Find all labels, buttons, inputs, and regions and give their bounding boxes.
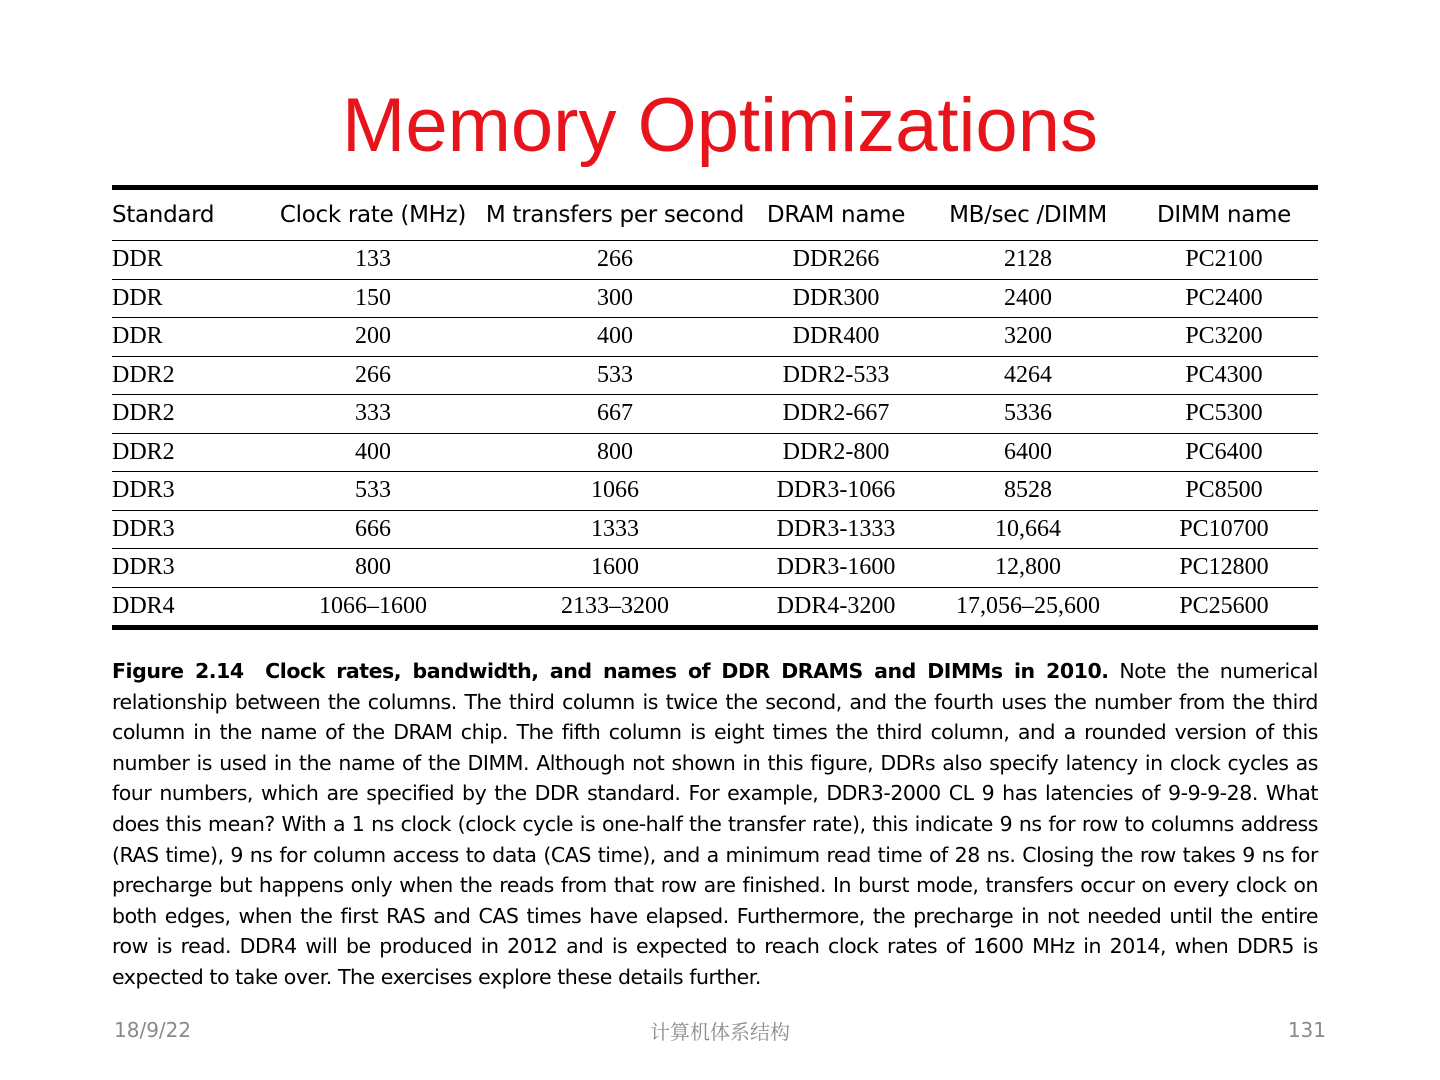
table-cell: 133 [262, 241, 484, 280]
table-cell: 12,800 [926, 549, 1130, 588]
header-standard: Standard [112, 190, 262, 241]
table-row [112, 587, 1318, 625]
table-cell: DDR300 [746, 279, 926, 318]
table-cell: PC2400 [1130, 279, 1318, 318]
header-dram-name: DRAM name [746, 190, 926, 241]
table-cell: 10,664 [926, 510, 1130, 549]
table-cell: PC5300 [1130, 395, 1318, 434]
table-cell: DDR3 [112, 510, 262, 549]
table-cell: DDR2-667 [746, 395, 926, 434]
table-cell: 533 [484, 356, 746, 395]
figure-caption [112, 656, 1318, 993]
table-cell: DDR [112, 279, 262, 318]
table-row [112, 279, 1318, 318]
table-cell: DDR3 [112, 472, 262, 511]
table-cell: 300 [484, 279, 746, 318]
table-cell: 266 [262, 356, 484, 395]
figure-body: Note the numerical relationship between the columns. The third column is twice the second, and the fourth uses the number from the third column in the name of the DRAM chip. The fifth column is eight times the third column, and a rounded version of this number is used in the name of the DIMM. Although not shown in this figure, DDRs also specify latency in clock cycles as four numbers, which are specified by the DDR standard. For example, DDR3-2000 CL 9 has latencies of 9-9-9-28. What does this mean? With a 1 ns clock (clock cycle is one-half the transfer rate), this indicate 9 ns for row to columns address (RAS time), 9 ns for column access to data (CAS time), and a minimum read time of 28 ns. Closing the row takes 9 ns for precharge but happens only when the reads from that row are finished. In burst mode, transfers occur on every clock on both edges, when the first RAS and CAS times have elapsed. Furthermore, the precharge in not needed until the entire row is read. DDR4 will be produced in 2012 and is expected to reach clock rates of 1600 MHz in 2014, when DDR5 is expected to take over. The exercises explore these details further. [112, 659, 1318, 989]
table-cell: DDR400 [746, 318, 926, 357]
slide-title: Memory Optimizations [342, 83, 1098, 168]
figure-label: Figure 2.14 [112, 659, 244, 683]
footer-course: 计算机体系结构 [650, 1020, 790, 1044]
table-cell: 200 [262, 318, 484, 357]
table-cell: 800 [484, 433, 746, 472]
table-cell: PC4300 [1130, 356, 1318, 395]
header-dimm-name: DIMM name [1130, 190, 1318, 241]
table-cell: PC2100 [1130, 241, 1318, 280]
table-cell: 2133–3200 [561, 592, 669, 619]
table-cell: 667 [484, 395, 746, 434]
table-row [112, 395, 1318, 434]
table-cell: DDR2 [112, 356, 262, 395]
table-cell: DDR4-3200 [776, 592, 896, 619]
table-cell: DDR [112, 241, 262, 280]
table-cell: 2400 [926, 279, 1130, 318]
table-cell: DDR2-533 [746, 356, 926, 395]
table-cell: PC8500 [1130, 472, 1318, 511]
table-cell: 2128 [926, 241, 1130, 280]
figure-title: Clock rates, bandwidth, and names of DDR DRAMS and DIMMs in 2010. [265, 659, 1109, 683]
table-cell: DDR4 [112, 592, 175, 619]
table-cell: DDR3-1600 [746, 549, 926, 588]
table-cell: 1333 [484, 510, 746, 549]
table-row [112, 241, 1318, 280]
table-row [112, 510, 1318, 549]
table-cell: PC6400 [1130, 433, 1318, 472]
table-row [112, 318, 1318, 357]
table-cell: PC12800 [1130, 549, 1318, 588]
table-cell: PC10700 [1130, 510, 1318, 549]
table-cell: 666 [262, 510, 484, 549]
table-cell: 1600 [484, 549, 746, 588]
table-cell: DDR [112, 318, 262, 357]
table-cell: DDR2-800 [746, 433, 926, 472]
table-cell: 17,056–25,600 [956, 592, 1100, 619]
table-cell: 150 [262, 279, 484, 318]
table-cell: 533 [262, 472, 484, 511]
table-cell: 8528 [926, 472, 1130, 511]
table-row [112, 356, 1318, 395]
table-row [112, 433, 1318, 472]
table-cell: DDR3-1066 [746, 472, 926, 511]
table-cell: DDR266 [746, 241, 926, 280]
table-row [112, 472, 1318, 511]
table-cell: 800 [262, 549, 484, 588]
ddr-table [112, 185, 1318, 630]
table-cell: 266 [484, 241, 746, 280]
table-cell: 4264 [926, 356, 1130, 395]
table-cell: 400 [484, 318, 746, 357]
table-cell: DDR3-1333 [746, 510, 926, 549]
table-cell: 400 [262, 433, 484, 472]
header-transfers: M transfers per second [484, 190, 746, 241]
table-header-row [112, 190, 1318, 241]
table-cell: 1066–1600 [319, 592, 427, 619]
table-cell: PC3200 [1130, 318, 1318, 357]
header-clock-rate: Clock rate (MHz) [262, 190, 484, 241]
header-bandwidth: MB/sec /DIMM [926, 190, 1130, 241]
table-row [112, 549, 1318, 588]
table-cell: 333 [262, 395, 484, 434]
footer-page-number: 131 [1287, 1018, 1326, 1042]
footer-date: 18/9/22 [114, 1018, 192, 1042]
table-cell: DDR2 [112, 433, 262, 472]
table-cell: 5336 [926, 395, 1130, 434]
table-cell: DDR3 [112, 549, 262, 588]
table-cell: PC25600 [1179, 592, 1269, 619]
table-cell: DDR2 [112, 395, 262, 434]
table-cell: 3200 [926, 318, 1130, 357]
table-cell: 6400 [926, 433, 1130, 472]
table-cell: 1066 [484, 472, 746, 511]
